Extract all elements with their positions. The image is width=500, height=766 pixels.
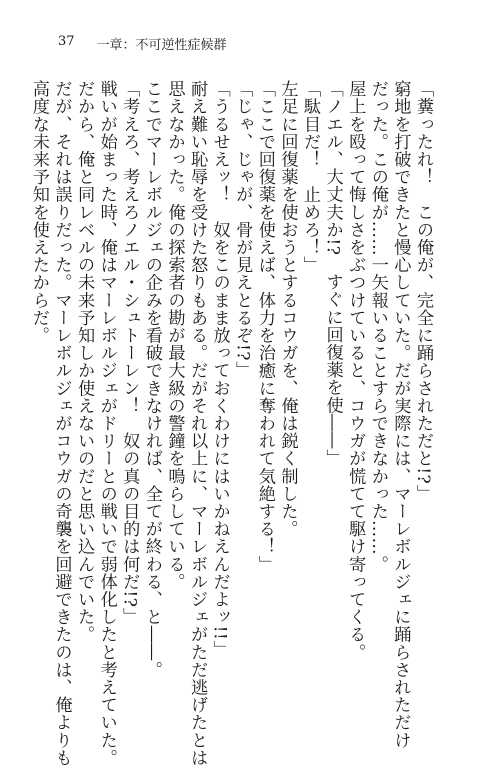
text-line: ここでマーレボルジェの企みを看破できなければ、全てが終わる、と――。: [141, 80, 162, 679]
text-line: だから、俺と同レベルの未来予知しか使えないのだと思い込んでいた。: [74, 80, 95, 644]
chapter-title: 一章：不可逆性症候群: [96, 38, 227, 53]
text-line: 「糞ったれ！ この俺が、完全に踊らされただと!?」: [413, 80, 433, 502]
text-line: だった。この俺が……一矢報いることすらできなかった……。: [367, 80, 388, 573]
text-line: 屋上を殴って悔しさをぶつけていると、コウガが慌てて駆け寄ってくる。: [345, 80, 366, 661]
text-line: 耐え難い恥辱を受けた怒りもある。だがそれ以上に、マーレボルジェがただ逃げたとは: [187, 80, 208, 766]
text-line: 「じゃ、じゃが、骨が見えとるぞ!?」: [232, 80, 253, 379]
text-line: 「考えろ、考えろノエル・シュトーレン！ 奴の真の目的は何だ!?」: [119, 80, 140, 625]
vertical-text-body: [27, 80, 434, 766]
text-line: 高度な未来予知を使えたからだ。: [28, 80, 49, 344]
page-number: 37: [58, 34, 75, 49]
running-header: [58, 34, 227, 53]
text-line: 左足に回復薬を使おうとするコウガを、俺は鋭く制した。: [277, 80, 298, 538]
text-line: 「うるせえッ！ 奴をこのまま放っておくわけにはいかねえんだよッ!!」: [209, 80, 230, 658]
text-line: 「ノエル、大丈夫か!? すぐに回復薬を使――」: [322, 80, 343, 467]
text-line: 「駄目だ！ 止めろ！」: [300, 80, 321, 274]
text-line: 窮地を打破できたと慢心していた。だが実際には、マーレボルジェに踊らされただけ: [390, 80, 411, 749]
text-line: 戦いが始まった時、俺はマーレボルジェがドリーとの戦いで弱体化したと考えていた。: [96, 80, 117, 766]
text-line: 「ここで回復薬を使えば、体力を治癒に奪われて気絶する！」: [254, 80, 275, 573]
text-line: 思えなかった。俺の探索者の勘が最大級の警鐘を鳴らしている。: [164, 80, 185, 591]
text-line: だが、それは誤りだった。マーレボルジェがコウガの奇襲を回避できたのは、俺よりも: [51, 80, 72, 766]
